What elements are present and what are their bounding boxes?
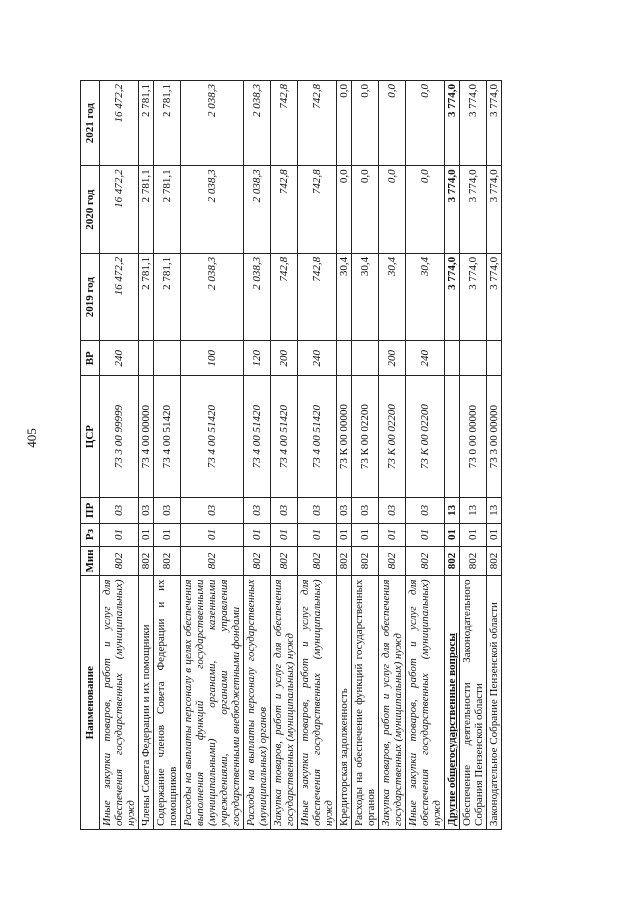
cell-2020: 2 038,3	[244, 166, 271, 254]
cell-vr	[445, 341, 460, 376]
cell-vr: 240	[100, 341, 139, 376]
header-name: Наименование	[81, 576, 100, 830]
cell-2020: 0,0	[406, 166, 445, 254]
cell-pr: 13	[460, 498, 487, 523]
cell-rz: 01	[244, 523, 271, 546]
cell-2021: 3 774,0	[460, 81, 487, 166]
cell-2019: 30,4	[352, 253, 379, 341]
header-2020: 2020 год	[81, 166, 100, 254]
cell-2020: 2 781,1	[154, 166, 181, 254]
cell-2021: 742,8	[271, 81, 298, 166]
cell-2021: 2 781,1	[139, 81, 154, 166]
cell-min: 802	[445, 546, 460, 576]
cell-min: 802	[460, 546, 487, 576]
cell-csr: 73 К 00 02200	[406, 376, 445, 498]
cell-min: 802	[298, 546, 337, 576]
cell-2020: 0,0	[337, 166, 352, 254]
cell-csr: 73 4 00 51420	[298, 376, 337, 498]
cell-csr: 73 4 00 51420	[181, 376, 244, 498]
cell-name: Расходы на обеспечение функций государственных органов	[352, 576, 379, 830]
cell-name: Иные закупки товаров, работ и услуг для обеспечения государственных (муниципальных) нужд	[100, 576, 139, 830]
cell-pr: 03	[298, 498, 337, 523]
cell-rz: 01	[352, 523, 379, 546]
table-row	[406, 81, 445, 830]
cell-name: Расходы на выплаты персоналу в целях обеспечения выполнения функций государственными (муниципальными) органами, казенными учреждениями, органами управления государственными внебюджетными фондами	[181, 576, 244, 830]
cell-pr: 13	[487, 498, 502, 523]
cell-name: Расходы на выплаты персоналу государственных (муниципальных) органов	[244, 576, 271, 830]
cell-name: Кредиторская задолженность	[337, 576, 352, 830]
cell-rz: 01	[337, 523, 352, 546]
cell-2019: 742,8	[298, 253, 337, 341]
cell-min: 802	[100, 546, 139, 576]
cell-2020: 2 781,1	[139, 166, 154, 254]
cell-pr: 03	[154, 498, 181, 523]
cell-pr: 03	[181, 498, 244, 523]
cell-2021: 742,8	[298, 81, 337, 166]
cell-pr: 13	[445, 498, 460, 523]
header-2021: 2021 год	[81, 81, 100, 166]
cell-name: Обеспечение деятельности Законодательного Собрания Пензенской области	[460, 576, 487, 830]
cell-pr: 03	[406, 498, 445, 523]
cell-pr: 03	[271, 498, 298, 523]
cell-name: Закупка товаров, работ и услуг для обеспечения государственных (муниципальных) нужд	[379, 576, 406, 830]
cell-csr: 73 4 00 00000	[139, 376, 154, 498]
cell-min: 802	[337, 546, 352, 576]
cell-2021: 3 774,0	[487, 81, 502, 166]
cell-2019: 30,4	[337, 253, 352, 341]
cell-2019: 2 781,1	[139, 253, 154, 341]
table-row	[487, 81, 502, 830]
cell-2020: 2 038,3	[181, 166, 244, 254]
cell-name: Закупка товаров, работ и услуг для обеспечения государственных (муниципальных) нужд	[271, 576, 298, 830]
cell-name: Другие общегосударственные вопросы	[445, 576, 460, 830]
table-row	[460, 81, 487, 830]
cell-vr	[139, 341, 154, 376]
cell-vr: 240	[298, 341, 337, 376]
cell-2021: 0,0	[337, 81, 352, 166]
cell-2020: 16 472,2	[100, 166, 139, 254]
table-row	[271, 81, 298, 830]
cell-2019: 30,4	[379, 253, 406, 341]
cell-2019: 3 774,0	[487, 253, 502, 341]
cell-name: Иные закупки товаров, работ и услуг для обеспечения государственных (муниципальных) нужд	[298, 576, 337, 830]
cell-2020: 742,8	[298, 166, 337, 254]
cell-csr: 73 4 00 51420	[244, 376, 271, 498]
cell-rz: 01	[406, 523, 445, 546]
cell-vr	[352, 341, 379, 376]
table-row	[100, 81, 139, 830]
cell-name: Иные закупки товаров, работ и услуг для обеспечения государственных (муниципальных) нужд	[406, 576, 445, 830]
table-row	[352, 81, 379, 830]
cell-vr: 100	[181, 341, 244, 376]
cell-name: Члены Совета Федерации и их помощники	[139, 576, 154, 830]
cell-pr: 03	[100, 498, 139, 523]
budget-table	[80, 80, 502, 830]
cell-2021: 2 038,3	[181, 81, 244, 166]
table-body	[100, 81, 502, 830]
cell-csr: 73 0 00 00000	[460, 376, 487, 498]
cell-min: 802	[181, 546, 244, 576]
cell-2021: 0,0	[352, 81, 379, 166]
cell-rz: 01	[379, 523, 406, 546]
table-row	[445, 81, 460, 830]
table-row	[379, 81, 406, 830]
cell-min: 802	[244, 546, 271, 576]
header-vr: ВР	[81, 341, 100, 376]
cell-csr: 73 4 00 51420	[154, 376, 181, 498]
table-row	[298, 81, 337, 830]
cell-2021: 0,0	[406, 81, 445, 166]
table-row	[337, 81, 352, 830]
cell-rz: 01	[298, 523, 337, 546]
cell-2020: 742,8	[271, 166, 298, 254]
cell-2019: 742,8	[271, 253, 298, 341]
cell-csr: 73 4 00 51420	[271, 376, 298, 498]
header-rz: Рз	[81, 523, 100, 546]
cell-min: 802	[154, 546, 181, 576]
cell-2020: 0,0	[379, 166, 406, 254]
cell-vr: 200	[379, 341, 406, 376]
cell-name: Содержание членов Совета Федерации и их помощников	[154, 576, 181, 830]
cell-csr: 73 3 00 99999	[100, 376, 139, 498]
cell-2019: 16 472,2	[100, 253, 139, 341]
cell-pr: 03	[379, 498, 406, 523]
cell-2020: 3 774,0	[460, 166, 487, 254]
cell-rz: 01	[181, 523, 244, 546]
cell-vr	[487, 341, 502, 376]
cell-csr: 73 К 00 00000	[337, 376, 352, 498]
cell-rz: 01	[154, 523, 181, 546]
cell-csr: 73 3 00 00000	[487, 376, 502, 498]
cell-2021: 16 472,2	[100, 81, 139, 166]
cell-rz: 01	[100, 523, 139, 546]
cell-2019: 30,4	[406, 253, 445, 341]
header-csr: ЦСР	[81, 376, 100, 498]
cell-2020: 0,0	[352, 166, 379, 254]
cell-vr: 200	[271, 341, 298, 376]
cell-csr: 73 К 00 02200	[379, 376, 406, 498]
cell-vr	[460, 341, 487, 376]
header-min: Мин	[81, 546, 100, 576]
header-row	[81, 81, 100, 830]
cell-rz: 01	[139, 523, 154, 546]
cell-2019: 3 774,0	[445, 253, 460, 341]
cell-min: 802	[139, 546, 154, 576]
cell-vr	[337, 341, 352, 376]
rotated-page	[80, 80, 540, 830]
cell-2019: 2 781,1	[154, 253, 181, 341]
cell-rz: 01	[487, 523, 502, 546]
header-2019: 2019 год	[81, 253, 100, 341]
cell-pr: 03	[337, 498, 352, 523]
cell-2019: 2 038,3	[181, 253, 244, 341]
cell-pr: 03	[139, 498, 154, 523]
cell-2021: 3 774,0	[445, 81, 460, 166]
cell-pr: 03	[352, 498, 379, 523]
cell-rz: 01	[271, 523, 298, 546]
cell-2020: 3 774,0	[487, 166, 502, 254]
table-row	[244, 81, 271, 830]
cell-csr: 73 К 00 02200	[352, 376, 379, 498]
cell-rz: 01	[460, 523, 487, 546]
cell-2020: 3 774,0	[445, 166, 460, 254]
cell-csr	[445, 376, 460, 498]
cell-2019: 2 038,3	[244, 253, 271, 341]
cell-2021: 0,0	[379, 81, 406, 166]
table-row	[154, 81, 181, 830]
cell-pr: 03	[244, 498, 271, 523]
cell-min: 802	[406, 546, 445, 576]
cell-rz: 01	[445, 523, 460, 546]
cell-2021: 2 038,3	[244, 81, 271, 166]
cell-vr	[154, 341, 181, 376]
cell-min: 802	[487, 546, 502, 576]
cell-vr: 240	[406, 341, 445, 376]
cell-min: 802	[379, 546, 406, 576]
cell-min: 802	[271, 546, 298, 576]
table-row	[139, 81, 154, 830]
cell-name: Законодательное Собрание Пензенской области	[487, 576, 502, 830]
cell-min: 802	[352, 546, 379, 576]
cell-2021: 2 781,1	[154, 81, 181, 166]
cell-2019: 3 774,0	[460, 253, 487, 341]
table-row	[181, 81, 244, 830]
cell-vr: 120	[244, 341, 271, 376]
page-number: 405	[24, 428, 39, 448]
header-pr: ПР	[81, 498, 100, 523]
